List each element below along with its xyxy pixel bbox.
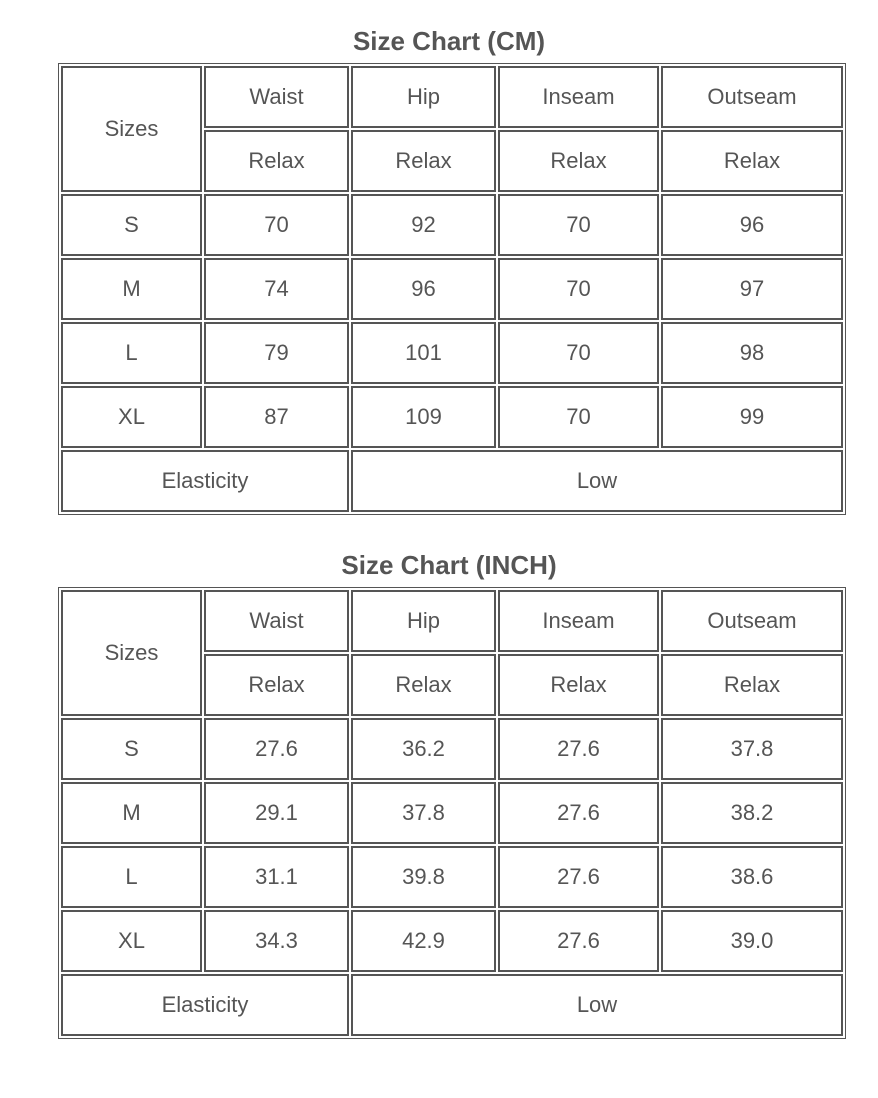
sub-header-cell: Relax	[351, 130, 496, 192]
value-cell: 74	[204, 258, 349, 320]
table-row	[61, 846, 843, 908]
value-cell: 27.6	[498, 782, 659, 844]
size-cell: S	[61, 718, 202, 780]
table-row	[61, 782, 843, 844]
sub-header-cell: Relax	[498, 654, 659, 716]
value-cell: 70	[498, 386, 659, 448]
column-header-inseam: Inseam	[498, 590, 659, 652]
header-row	[61, 590, 843, 652]
column-header-waist: Waist	[204, 66, 349, 128]
table-row	[61, 386, 843, 448]
value-cell: 87	[204, 386, 349, 448]
value-cell: 99	[661, 386, 843, 448]
value-cell: 37.8	[661, 718, 843, 780]
column-header-inseam: Inseam	[498, 66, 659, 128]
value-cell: 97	[661, 258, 843, 320]
column-header-outseam: Outseam	[661, 66, 843, 128]
value-cell: 96	[351, 258, 496, 320]
elasticity-label: Elasticity	[61, 450, 349, 512]
size-chart-cm-table	[58, 63, 846, 515]
value-cell: 27.6	[498, 910, 659, 972]
sub-header-cell: Relax	[204, 130, 349, 192]
value-cell: 39.8	[351, 846, 496, 908]
value-cell: 27.6	[498, 718, 659, 780]
sub-header-cell: Relax	[661, 654, 843, 716]
value-cell: 38.2	[661, 782, 843, 844]
value-cell: 92	[351, 194, 496, 256]
size-cell: M	[61, 258, 202, 320]
sizes-header: Sizes	[61, 590, 202, 716]
size-cell: S	[61, 194, 202, 256]
table-row	[61, 910, 843, 972]
value-cell: 27.6	[204, 718, 349, 780]
elasticity-row	[61, 974, 843, 1036]
elasticity-label: Elasticity	[61, 974, 349, 1036]
value-cell: 70	[498, 322, 659, 384]
column-header-hip: Hip	[351, 66, 496, 128]
value-cell: 70	[498, 258, 659, 320]
table-row	[61, 194, 843, 256]
table-row	[61, 258, 843, 320]
value-cell: 79	[204, 322, 349, 384]
value-cell: 37.8	[351, 782, 496, 844]
sub-header-cell: Relax	[498, 130, 659, 192]
size-cell: XL	[61, 386, 202, 448]
value-cell: 98	[661, 322, 843, 384]
value-cell: 42.9	[351, 910, 496, 972]
elasticity-value: Low	[351, 974, 843, 1036]
column-header-outseam: Outseam	[661, 590, 843, 652]
size-cell: XL	[61, 910, 202, 972]
sub-header-cell: Relax	[661, 130, 843, 192]
value-cell: 109	[351, 386, 496, 448]
value-cell: 96	[661, 194, 843, 256]
column-header-waist: Waist	[204, 590, 349, 652]
size-cell: M	[61, 782, 202, 844]
size-chart-inch-title: Size Chart (INCH)	[341, 550, 557, 580]
elasticity-value: Low	[351, 450, 843, 512]
value-cell: 31.1	[204, 846, 349, 908]
elasticity-row	[61, 450, 843, 512]
value-cell: 29.1	[204, 782, 349, 844]
header-row	[61, 66, 843, 128]
sub-header-cell: Relax	[351, 654, 496, 716]
value-cell: 39.0	[661, 910, 843, 972]
size-cell: L	[61, 322, 202, 384]
value-cell: 34.3	[204, 910, 349, 972]
value-cell: 38.6	[661, 846, 843, 908]
sizes-header: Sizes	[61, 66, 202, 192]
value-cell: 27.6	[498, 846, 659, 908]
value-cell: 70	[498, 194, 659, 256]
value-cell: 70	[204, 194, 349, 256]
sub-header-cell: Relax	[204, 654, 349, 716]
size-cell: L	[61, 846, 202, 908]
table-row	[61, 322, 843, 384]
table-row	[61, 718, 843, 780]
size-chart-inch-table	[58, 587, 846, 1039]
value-cell: 101	[351, 322, 496, 384]
value-cell: 36.2	[351, 718, 496, 780]
size-chart-cm-title: Size Chart (CM)	[352, 26, 546, 56]
column-header-hip: Hip	[351, 590, 496, 652]
